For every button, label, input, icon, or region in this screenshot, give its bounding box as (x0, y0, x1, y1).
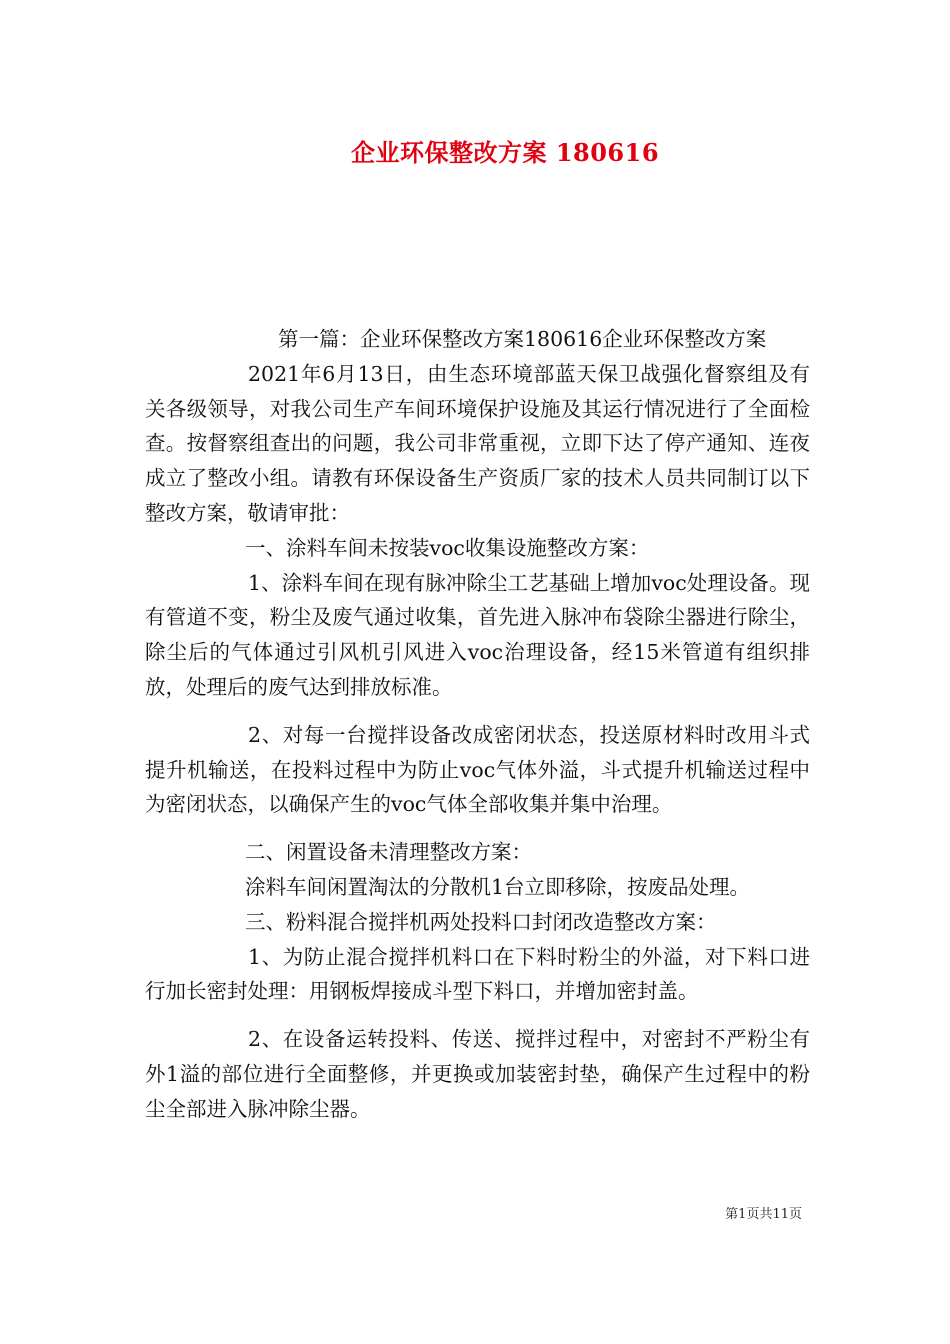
section-two-heading: 二、闲置设备未清理整改方案： (245, 840, 532, 865)
section-heading: 第一篇：企业环保整改方案180616企业环保整改方案 (278, 327, 767, 351)
section-three-heading: 三、粉料混合搅拌机两处投料口封闭改造整改方案： (245, 909, 717, 934)
section-three-item-2: 2、在设备运转投料、传送、搅拌过程中，对密封不严粉尘有外1溢的部位进行全面整修，并更换或加装密封垫，确保产生过程中的粉尘全部进入脉冲除尘器。 (145, 1027, 810, 1121)
document-title: 企业环保整改方案 180616 (350, 138, 660, 167)
intro-paragraph: 2021年6月13日，由生态环境部蓝天保卫战强化督察组及有关各级领导，对我公司生产车间环境保护设施及其运行情况进行了全面检查。按督察组查出的问题，我公司非常重视，立即下达了停产通知、连夜成立了整改小组。请教有环保设备生产资质厂家的技术人员共同制订以下整改方案，敬请审批： (145, 361, 810, 525)
document-body (145, 322, 810, 1127)
section-one-item-2: 2、对每一台搅拌设备改成密闭状态，投送原材料时改用斗式提升机输送，在投料过程中为防止voc气体外溢，斗式提升机输送过程中为密闭状态，以确保产生的voc气体全部收集并集中治理。 (145, 722, 810, 817)
section-one-item-1: 1、涂料车间在现有脉冲除尘工艺基础上增加voc处理设备。现有管道不变，粉尘及废气通过收集，首先进入脉冲布袋除尘器进行除尘，除尘后的气体通过引风机引风进入voc治理设备，经15米管道有组织排放，处理后的废气达到排放标准。 (145, 570, 810, 699)
page-number: 第1页共11页 (725, 1207, 802, 1222)
section-two-item: 涂料车间闲置淘汰的分散机1台立即移除，按废品处理。 (245, 874, 751, 899)
section-three-item-1: 1、为防止混合搅拌机料口在下料时粉尘的外溢，对下料口进行加长密封处理：用钢板焊接成斗型下料口，并增加密封盖。 (145, 944, 810, 1004)
section-one-heading: 一、涂料车间未按装voc收集设施整改方案： (245, 535, 650, 560)
